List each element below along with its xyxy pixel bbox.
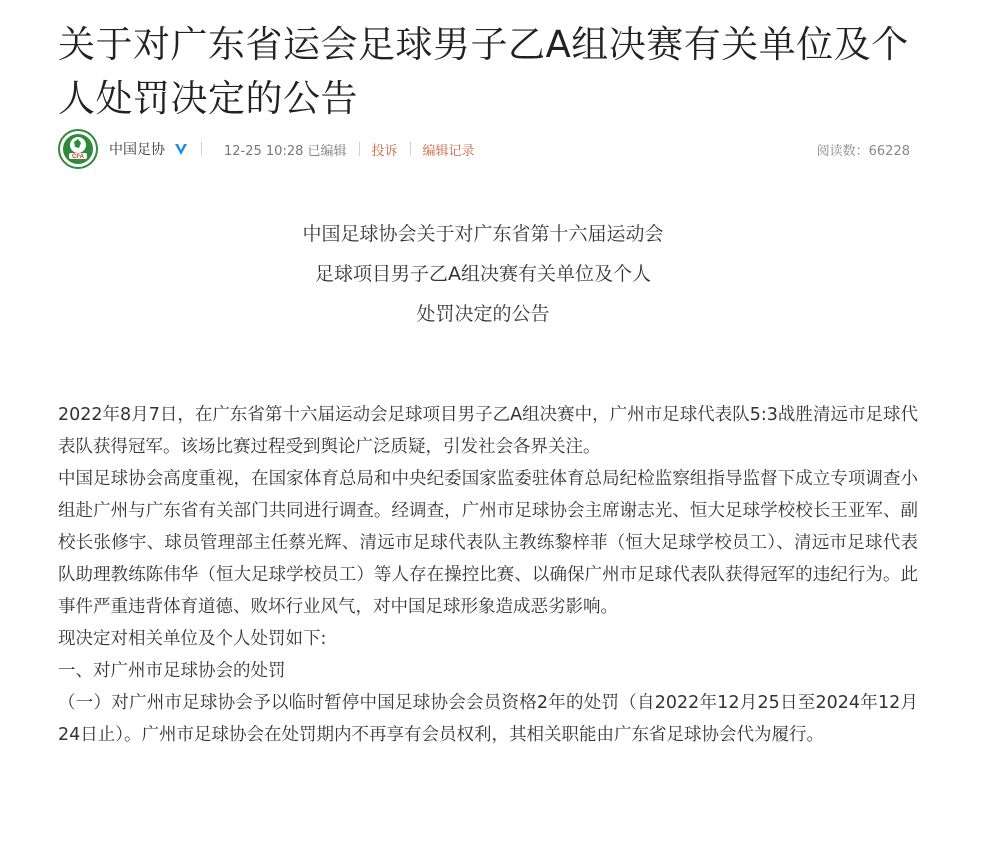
edit-history-link[interactable]: 编辑记录 xyxy=(422,143,475,159)
divider xyxy=(410,142,411,156)
publish-time: 12-25 10:28 已编辑 xyxy=(224,143,347,159)
article-body xyxy=(58,399,918,751)
divider xyxy=(201,142,202,156)
author-name[interactable]: 中国足协 xyxy=(109,142,165,158)
avatar-text: CFA xyxy=(72,154,84,160)
body-paragraph: 中国足球协会高度重视，在国家体育总局和中央纪委国家监委驻体育总局纪检监察组指导监督下成立专项调查小组赴广州与广东省有关部门共同进行调查。经调查，广州市足球协会主席谢志光、恒大足球学校校长王亚军、副校长张修宇、球员管理部主任蔡光辉、清远市足球代表队主教练黎梓菲（恒大足球学校员工）、清远市足球代表队助理教练陈伟华（恒大足球学校员工）等人存在操控比赛、以确保广州市足球代表队获得冠军的违纪行为。此事件严重违背体育道德、败坏行业风气，对中国足球形象造成恶劣影响。 xyxy=(58,469,918,617)
notice-heading xyxy=(0,214,966,334)
divider xyxy=(359,142,360,156)
article-title: 关于对广东省运会足球男子乙A组决赛有关单位及个人处罚决定的公告 xyxy=(58,23,909,120)
avatar[interactable] xyxy=(58,129,98,169)
notice-heading-line: 处罚决定的公告 xyxy=(416,303,550,325)
section-heading: 一、对广州市足球协会的处罚 xyxy=(58,661,286,681)
meta-bar xyxy=(58,127,910,171)
notice-heading-line: 足球项目男子乙A组决赛有关单位及个人 xyxy=(315,263,651,285)
verified-icon xyxy=(173,141,189,157)
notice-heading-line: 中国足球协会关于对广东省第十六届运动会 xyxy=(302,223,664,245)
body-paragraph: （一）对广州市足球协会予以临时暂停中国足球协会会员资格2年的处罚（自2022年12月25日至2024年12月24日止）。广州市足球协会在处罚期内不再享有会员权利，其相关职能由广东省足球协会代为履行。 xyxy=(58,693,918,745)
cfa-logo-icon xyxy=(58,129,98,169)
body-paragraph: 2022年8月7日，在广东省第十六届运动会足球项目男子乙A组决赛中，广州市足球代表队5:3战胜清远市足球代表队获得冠军。该场比赛过程受到舆论广泛质疑，引发社会各界关注。 xyxy=(58,405,918,457)
read-count: 阅读数：66228 xyxy=(816,143,910,159)
report-link[interactable]: 投诉 xyxy=(371,143,398,159)
body-paragraph: 现决定对相关单位及个人处罚如下: xyxy=(58,629,327,649)
